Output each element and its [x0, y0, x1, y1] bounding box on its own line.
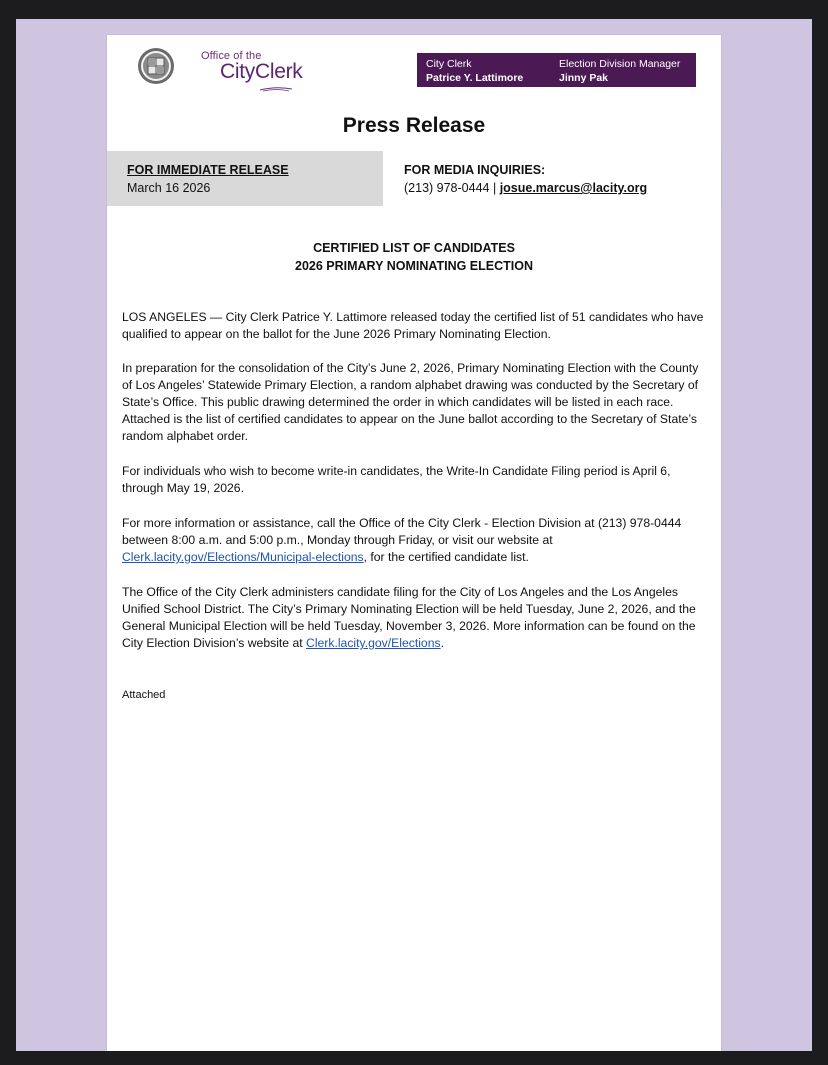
- media-inquiries-box: [403, 151, 722, 206]
- heading-line-1: CERTIFIED LIST OF CANDIDATES: [313, 241, 515, 255]
- municipal-elections-link[interactable]: Clerk.lacity.gov/Elections/Municipal-elections: [122, 550, 364, 564]
- banner-role-city-clerk: City Clerk: [426, 58, 472, 70]
- document-page: [107, 35, 721, 1051]
- logo-swoosh-icon: [259, 86, 293, 92]
- office-of-the-city-clerk-logo: [201, 50, 321, 94]
- paragraph-2: In preparation for the consolidation of the City’s June 2, 2026, Primary Nominating Election with the County of Los Angeles’ Statewide Primary Election, a random alphabet drawing was conducted by the Secretary of State’s Office. This public drawing determined the order in which candidates will be listed in each race. Attached is the list of certified candidates to appear on the June ballot according to the Secretary of State’s random alphabet order.: [122, 361, 699, 443]
- media-contact: [404, 181, 647, 195]
- banner-name-election-manager: Jinny Pak: [559, 72, 609, 84]
- paragraph-5-end: .: [440, 636, 444, 650]
- banner-name-city-clerk: Patrice Y. Lattimore: [426, 72, 524, 84]
- paragraph-3: For individuals who wish to become write-in candidates, the Write-In Candidate Filing period is April 6, through May 19, 2026.: [122, 464, 671, 495]
- media-heading: FOR MEDIA INQUIRIES:: [404, 163, 546, 177]
- logo-big-text: CityClerk: [220, 60, 303, 83]
- paragraph-4-end: , for the certified candidate list.: [363, 550, 529, 564]
- media-email-link[interactable]: josue.marcus@lacity.org: [499, 181, 648, 195]
- paragraph-1: LOS ANGELES — City Clerk Patrice Y. Lattimore released today the certified list of 51 candidates who have qualified to appear on the ballot for the June 2026 Primary Nominating Election.: [122, 310, 704, 341]
- officials-banner: [417, 53, 696, 87]
- banner-role-election-manager: Election Division Manager: [559, 58, 681, 70]
- page-title: Press Release: [342, 114, 486, 137]
- release-info-box: [107, 151, 383, 206]
- document-heading: [107, 239, 721, 275]
- attached-note: Attached: [122, 689, 166, 701]
- paragraph-5-text: The Office of the City Clerk administers candidate filing for the City of Los Angeles and the Los Angeles Unified School District. The City’s Primary Nominating Election will be held Tuesday, June 2, 2026, and the General Municipal Election will be held Tuesday, November 3, 2026. More information can be found on the City Election Division’s website at: [122, 585, 696, 650]
- elections-link[interactable]: Clerk.lacity.gov/Elections: [306, 636, 441, 650]
- logo-small-text: Office of the: [201, 50, 262, 62]
- paragraph-5: [122, 584, 710, 652]
- paragraph-4: [122, 515, 710, 566]
- paragraph-4-text: For more information or assistance, call the Office of the City Clerk - Election Division at (213) 978-0444 between 8:00 a.m. and 5:00 p.m., Monday through Friday, or visit our website at: [122, 516, 682, 547]
- release-date: March 16 2026: [127, 181, 211, 195]
- city-seal-icon: [137, 47, 175, 85]
- heading-line-2: 2026 PRIMARY NOMINATING ELECTION: [295, 259, 533, 273]
- release-heading: FOR IMMEDIATE RELEASE: [127, 163, 289, 177]
- media-phone: (213) 978-0444 |: [404, 181, 500, 195]
